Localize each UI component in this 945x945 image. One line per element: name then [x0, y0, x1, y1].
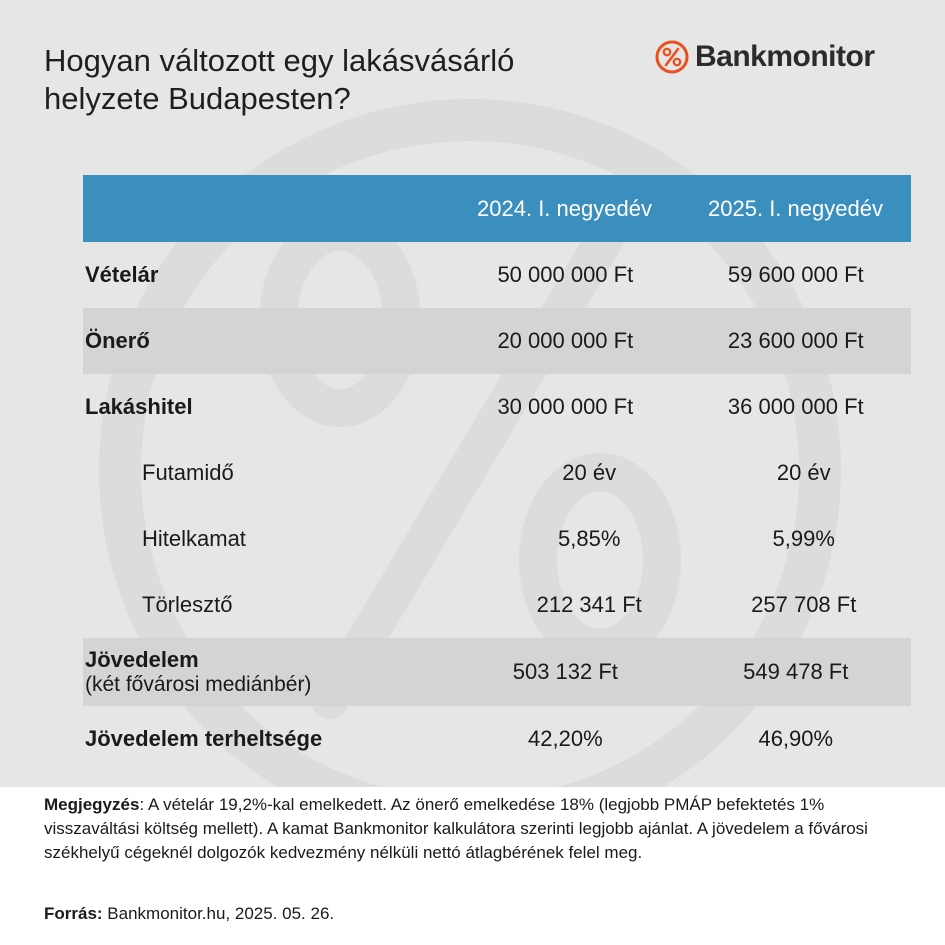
- cell-2025: 549 478 Ft: [743, 659, 849, 684]
- cell-2024: 5,85%: [558, 526, 621, 551]
- page-title: [44, 42, 624, 118]
- cell-2025: 257 708 Ft: [751, 592, 857, 617]
- row-label: Vételár: [85, 262, 159, 287]
- column-header-2024: 2024. I. negyedév: [477, 195, 652, 221]
- cell-2024: 503 132 Ft: [512, 659, 618, 684]
- table-row-lakashitel: [83, 374, 911, 440]
- column-header-2025: 2025. I. negyedév: [708, 195, 883, 221]
- source-line: [44, 902, 334, 926]
- row-label: Jövedelem terheltsége: [85, 726, 323, 751]
- table-row-vetelar: [83, 242, 911, 308]
- row-label-group: [83, 647, 450, 697]
- table-row-onero: [83, 308, 911, 374]
- cell-2024: 30 000 000 Ft: [497, 394, 634, 419]
- cell-2025: 5,99%: [772, 526, 835, 551]
- table-row-hitelkamat: [83, 506, 911, 572]
- row-label: Törlesztő: [142, 592, 233, 617]
- cell-2024: 20 év: [562, 460, 617, 485]
- cell-2024: 20 000 000 Ft: [497, 328, 634, 353]
- table-row-futamido: [83, 440, 911, 506]
- source-text: Bankmonitor.hu, 2025. 05. 26.: [102, 904, 335, 923]
- cell-2024: 212 341 Ft: [536, 592, 642, 617]
- cell-2025: 20 év: [776, 460, 831, 485]
- title-line-1: Hogyan változott egy lakásvásárló: [44, 43, 515, 78]
- table-row-jovedelem: [83, 638, 911, 706]
- cell-2025: 46,90%: [758, 726, 834, 751]
- comparison-table: [83, 175, 911, 772]
- table-header: [83, 175, 911, 242]
- cell-2024: 42,20%: [528, 726, 603, 751]
- footnote: [44, 793, 904, 865]
- table-row-torleszto: [83, 572, 911, 638]
- title-line-2: helyzete Budapesten?: [44, 81, 351, 116]
- row-label: Hitelkamat: [142, 526, 246, 551]
- cell-2024: 50 000 000 Ft: [497, 262, 634, 287]
- logo-text: Bankmonitor: [695, 40, 875, 73]
- cell-2025: 59 600 000 Ft: [727, 262, 864, 287]
- percent-circle-icon: [655, 40, 689, 74]
- row-label: Jövedelem: [85, 647, 199, 672]
- row-label: Önerő: [85, 328, 150, 353]
- row-sublabel: (két fővárosi mediánbér): [85, 673, 312, 696]
- row-label: Lakáshitel: [85, 394, 193, 419]
- cell-2025: 23 600 000 Ft: [727, 328, 864, 353]
- brand-logo: [655, 40, 875, 74]
- source-label: Forrás:: [44, 904, 103, 923]
- note-label: Megjegyzés: [44, 795, 140, 814]
- cell-2025: 36 000 000 Ft: [727, 394, 864, 419]
- table-row-jovedelem-terheltsege: [83, 706, 911, 772]
- row-label: Futamidő: [142, 460, 234, 485]
- note-text: : A vételár 19,2%-kal emelkedett. Az önerő emelkedése 18% (legjobb PMÁP befektetés 1% visszaváltási költség mellett). A kamat Bankmonitor kalkulátora szerinti legjobb ajánlat. A jövedelem a fővárosi székhelyű cégeknél dolgozók kedvezmény nélküli nettó átlagbérének felel meg.: [44, 795, 868, 862]
